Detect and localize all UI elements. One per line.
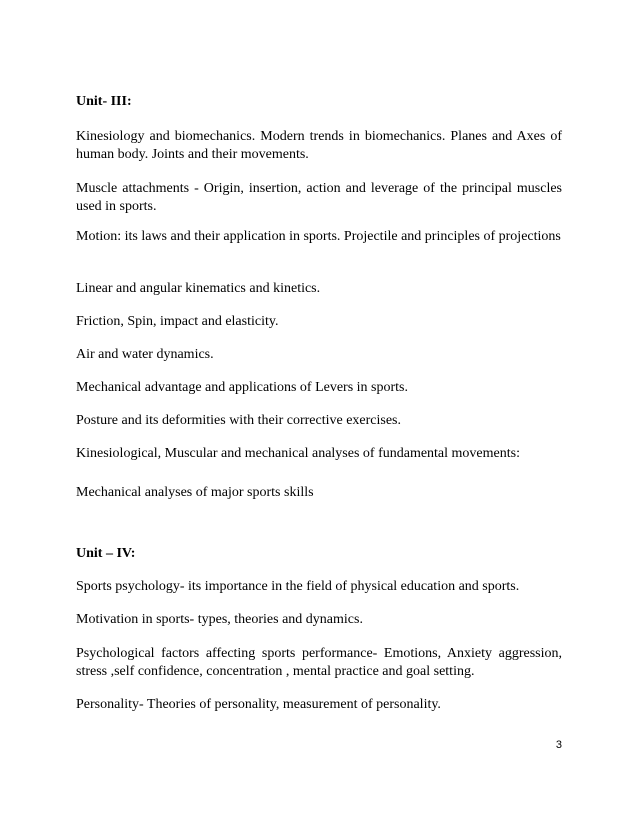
unit-3-paragraph-4: Linear and angular kinematics and kinetics.	[76, 281, 321, 296]
unit-3-paragraph-1: Kinesiology and biomechanics. Modern trends in biomechanics. Planes and Axes of human body. Joints and their movements.	[76, 129, 562, 162]
unit-4-paragraph-2: Motivation in sports- types, theories and dynamics.	[76, 612, 363, 627]
unit-3-paragraph-6: Air and water dynamics.	[76, 347, 214, 362]
unit-3-paragraph-2: Muscle attachments - Origin, insertion, action and leverage of the principal muscles used in sports.	[76, 181, 562, 214]
unit-4-paragraph-4: Personality- Theories of personality, measurement of personality.	[76, 697, 441, 712]
unit-4-paragraph-3: Psychological factors affecting sports performance- Emotions, Anxiety aggression, stress ,self confidence, concentration , mental practice and goal setting.	[76, 646, 562, 679]
unit-4-paragraph-1: Sports psychology- its importance in the field of physical education and sports.	[76, 579, 520, 594]
unit-4-heading: Unit – IV:	[76, 546, 136, 561]
unit-3-paragraph-8: Posture and its deformities with their corrective exercises.	[76, 413, 402, 428]
unit-3-paragraph-10: Mechanical analyses of major sports skills	[76, 485, 314, 500]
unit-3-heading: Unit- III:	[76, 94, 132, 109]
unit-3-paragraph-5: Friction, Spin, impact and elasticity.	[76, 314, 279, 329]
page-number: 3	[555, 739, 562, 751]
unit-3-paragraph-7: Mechanical advantage and applications of Levers in sports.	[76, 380, 408, 395]
unit-3-paragraph-3: Motion: its laws and their application in sports. Projectile and principles of projections	[76, 229, 561, 244]
unit-3-paragraph-9: Kinesiological, Muscular and mechanical analyses of fundamental movements:	[76, 446, 520, 461]
